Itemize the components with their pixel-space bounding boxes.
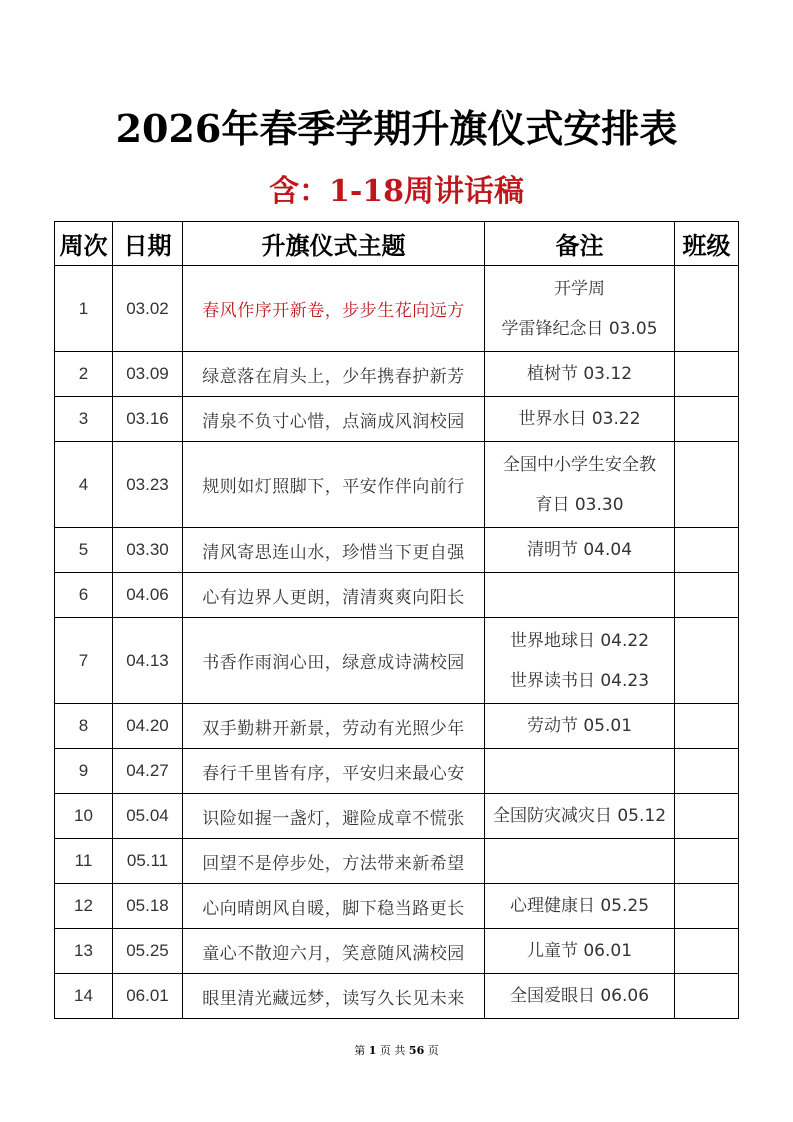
note-line: 开学周 xyxy=(554,278,605,299)
footer-page-number: 1 xyxy=(368,1044,377,1057)
note-cell xyxy=(485,352,675,397)
date-cell: 05.18 xyxy=(113,884,183,929)
note-line: 学雷锋纪念日 03.05 xyxy=(501,318,658,339)
theme-cell: 回望不是停步处，方法带来新希望 xyxy=(183,839,485,884)
date-cell: 06.01 xyxy=(113,974,183,1019)
class-cell xyxy=(675,618,739,704)
note-cell xyxy=(485,442,675,528)
footer-total-pages: 56 xyxy=(408,1044,425,1057)
table-row xyxy=(55,573,739,618)
week-cell: 12 xyxy=(55,884,113,929)
date-cell: 03.30 xyxy=(113,528,183,573)
schedule-table xyxy=(54,221,739,1019)
class-cell xyxy=(675,442,739,528)
note-cell xyxy=(485,884,675,929)
week-cell: 13 xyxy=(55,929,113,974)
page-footer xyxy=(0,1042,793,1058)
week-cell: 7 xyxy=(55,618,113,704)
theme-cell: 眼里清光藏远梦，读写久长见未来 xyxy=(183,974,485,1019)
class-cell xyxy=(675,573,739,618)
table-row xyxy=(55,884,739,929)
note-line: 儿童节 06.01 xyxy=(526,941,633,961)
class-cell xyxy=(675,839,739,884)
footer-suffix: 页 xyxy=(427,1044,439,1057)
note-cell xyxy=(485,974,675,1019)
footer-middle: 页 共 xyxy=(379,1044,406,1057)
date-cell: 03.23 xyxy=(113,442,183,528)
date-cell: 04.13 xyxy=(113,618,183,704)
table-row xyxy=(55,839,739,884)
note-line: 全国爱眼日 06.06 xyxy=(509,986,650,1006)
note-cell xyxy=(485,794,675,839)
class-cell xyxy=(675,884,739,929)
class-cell xyxy=(675,704,739,749)
header-note: 备注 xyxy=(485,222,675,266)
header-week: 周次 xyxy=(55,222,113,266)
table-row xyxy=(55,352,739,397)
date-cell: 03.02 xyxy=(113,266,183,352)
note-cell xyxy=(485,397,675,442)
note-cell xyxy=(485,929,675,974)
note-cell xyxy=(485,749,675,794)
note-cell xyxy=(485,618,675,704)
week-cell: 2 xyxy=(55,352,113,397)
page-title: 2026年春季学期升旗仪式安排表 xyxy=(115,106,678,151)
theme-cell: 书香作雨润心田，绿意成诗满校园 xyxy=(183,618,485,704)
week-cell: 4 xyxy=(55,442,113,528)
header-theme: 升旗仪式主题 xyxy=(183,222,485,266)
note-line: 世界地球日 04.22 xyxy=(509,630,650,651)
week-cell: 1 xyxy=(55,266,113,352)
table-row xyxy=(55,397,739,442)
note-cell xyxy=(485,528,675,573)
table-header-row xyxy=(55,222,739,266)
week-cell: 8 xyxy=(55,704,113,749)
table-row xyxy=(55,528,739,573)
note-cell xyxy=(485,839,675,884)
table-row xyxy=(55,704,739,749)
week-cell: 14 xyxy=(55,974,113,1019)
date-cell: 05.25 xyxy=(113,929,183,974)
theme-cell: 童心不散迎六月，笑意随风满校园 xyxy=(183,929,485,974)
week-cell: 5 xyxy=(55,528,113,573)
class-cell xyxy=(675,352,739,397)
table-row xyxy=(55,266,739,352)
page-subtitle: 含：1-18周讲话稿 xyxy=(268,174,525,209)
date-cell: 04.20 xyxy=(113,704,183,749)
note-line: 植树节 03.12 xyxy=(526,364,633,384)
table-row xyxy=(55,618,739,704)
note-line: 劳动节 05.01 xyxy=(526,716,633,736)
footer-prefix: 第 xyxy=(354,1044,366,1057)
theme-cell: 规则如灯照脚下，平安作伴向前行 xyxy=(183,442,485,528)
table-row xyxy=(55,749,739,794)
note-line: 全国中小学生安全教 xyxy=(503,454,656,475)
note-line: 心理健康日 05.25 xyxy=(509,896,650,916)
date-cell: 05.11 xyxy=(113,839,183,884)
table-row xyxy=(55,442,739,528)
date-cell: 03.09 xyxy=(113,352,183,397)
date-cell: 04.06 xyxy=(113,573,183,618)
note-line: 世界读书日 04.23 xyxy=(509,670,650,691)
theme-cell: 春风作序开新卷，步步生花向远方 xyxy=(183,266,485,352)
note-line: 全国防灾减灾日 05.12 xyxy=(492,806,667,826)
week-cell: 6 xyxy=(55,573,113,618)
theme-cell: 绿意落在肩头上，少年携春护新芳 xyxy=(183,352,485,397)
date-cell: 03.16 xyxy=(113,397,183,442)
week-cell: 10 xyxy=(55,794,113,839)
note-line: 清明节 04.04 xyxy=(526,540,633,560)
class-cell xyxy=(675,794,739,839)
theme-cell: 心向晴朗风自暖，脚下稳当路更长 xyxy=(183,884,485,929)
note-cell xyxy=(485,704,675,749)
note-cell xyxy=(485,266,675,352)
date-cell: 04.27 xyxy=(113,749,183,794)
class-cell xyxy=(675,397,739,442)
table-row xyxy=(55,974,739,1019)
table-row xyxy=(55,929,739,974)
note-line: 育日 03.30 xyxy=(535,494,624,515)
theme-cell: 识险如握一盏灯，避险成章不慌张 xyxy=(183,794,485,839)
date-cell: 05.04 xyxy=(113,794,183,839)
class-cell xyxy=(675,749,739,794)
header-date: 日期 xyxy=(113,222,183,266)
class-cell xyxy=(675,266,739,352)
week-cell: 9 xyxy=(55,749,113,794)
note-line: 世界水日 03.22 xyxy=(518,409,641,429)
week-cell: 3 xyxy=(55,397,113,442)
note-cell xyxy=(485,573,675,618)
table-row xyxy=(55,794,739,839)
theme-cell: 春行千里皆有序，平安归来最心安 xyxy=(183,749,485,794)
class-cell xyxy=(675,528,739,573)
week-cell: 11 xyxy=(55,839,113,884)
header-class: 班级 xyxy=(675,222,739,266)
theme-cell: 清风寄思连山水，珍惜当下更自强 xyxy=(183,528,485,573)
class-cell xyxy=(675,929,739,974)
class-cell xyxy=(675,974,739,1019)
theme-cell: 双手勤耕开新景，劳动有光照少年 xyxy=(183,704,485,749)
theme-cell: 清泉不负寸心惜，点滴成风润校园 xyxy=(183,397,485,442)
theme-cell: 心有边界人更朗，清清爽爽向阳长 xyxy=(183,573,485,618)
